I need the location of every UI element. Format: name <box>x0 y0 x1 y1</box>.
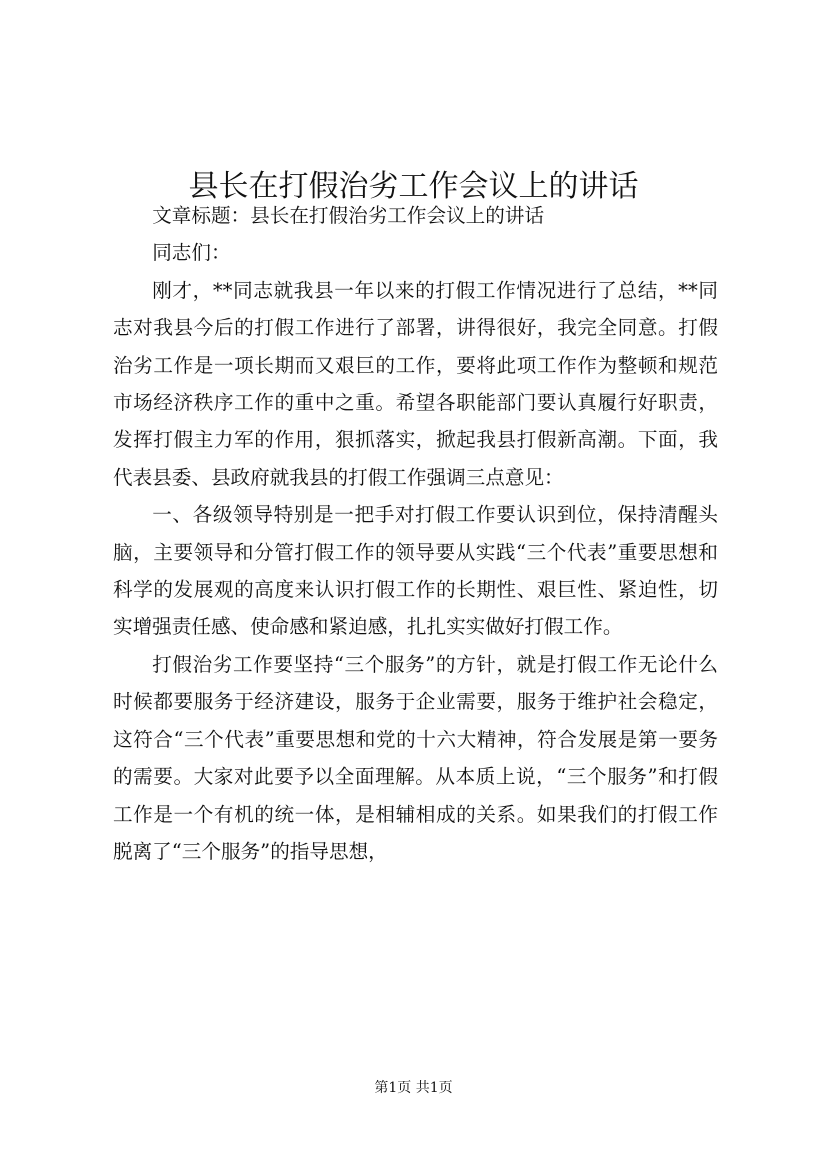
paragraph-three-services: 打假治劣工作要坚持“三个服务”的方针，就是打假工作无论什么时候都要服务于经济建设，服务于企业需要，服务于维护社会稳定，这符合“三个代表”重要思想和党的十六大精神，符合发展是第一要务的需要。大家对此要予以全面理解。从本质上说，“三个服务”和打假工作是一个有机的统一体，是相辅相成的关系。如果我们的打假工作脱离了“三个服务”的指导思想， <box>113 652 718 863</box>
document-title: 县长在打假治劣工作会议上的讲话 <box>188 169 639 205</box>
paragraph-opening: 刚才，**同志就我县一年以来的打假工作情况进行了总结，**同志对我县今后的打假工作进行了部署，讲得很好，我完全同意。打假治劣工作是一项长期而又艰巨的工作，要将此项工作作为整顿和规范市场经济秩序工作的重中之重。希望各职能部门要认真履行好职责，发挥打假主力军的作用，狠抓落实，掀起我县打假新高潮。下面，我代表县委、县政府就我县的打假工作强调三点意见： <box>113 278 718 489</box>
document-body <box>113 197 718 870</box>
article-title-line: 文章标题：县长在打假治劣工作会议上的讲话 <box>152 204 545 227</box>
salutation: 同志们： <box>152 241 231 265</box>
page-number-footer: 第1页 共1页 <box>374 1080 453 1096</box>
paragraph-point-one: 一、各级领导特别是一把手对打假工作要认识到位，保持清醒头脑，主要领导和分管打假工作的领导要从实践“三个代表”重要思想和科学的发展观的高度来认识打假工作的长期性、艰巨性、紧迫性，切实增强责任感、使命感和紧迫感，扎扎实实做好打假工作。 <box>113 503 718 639</box>
